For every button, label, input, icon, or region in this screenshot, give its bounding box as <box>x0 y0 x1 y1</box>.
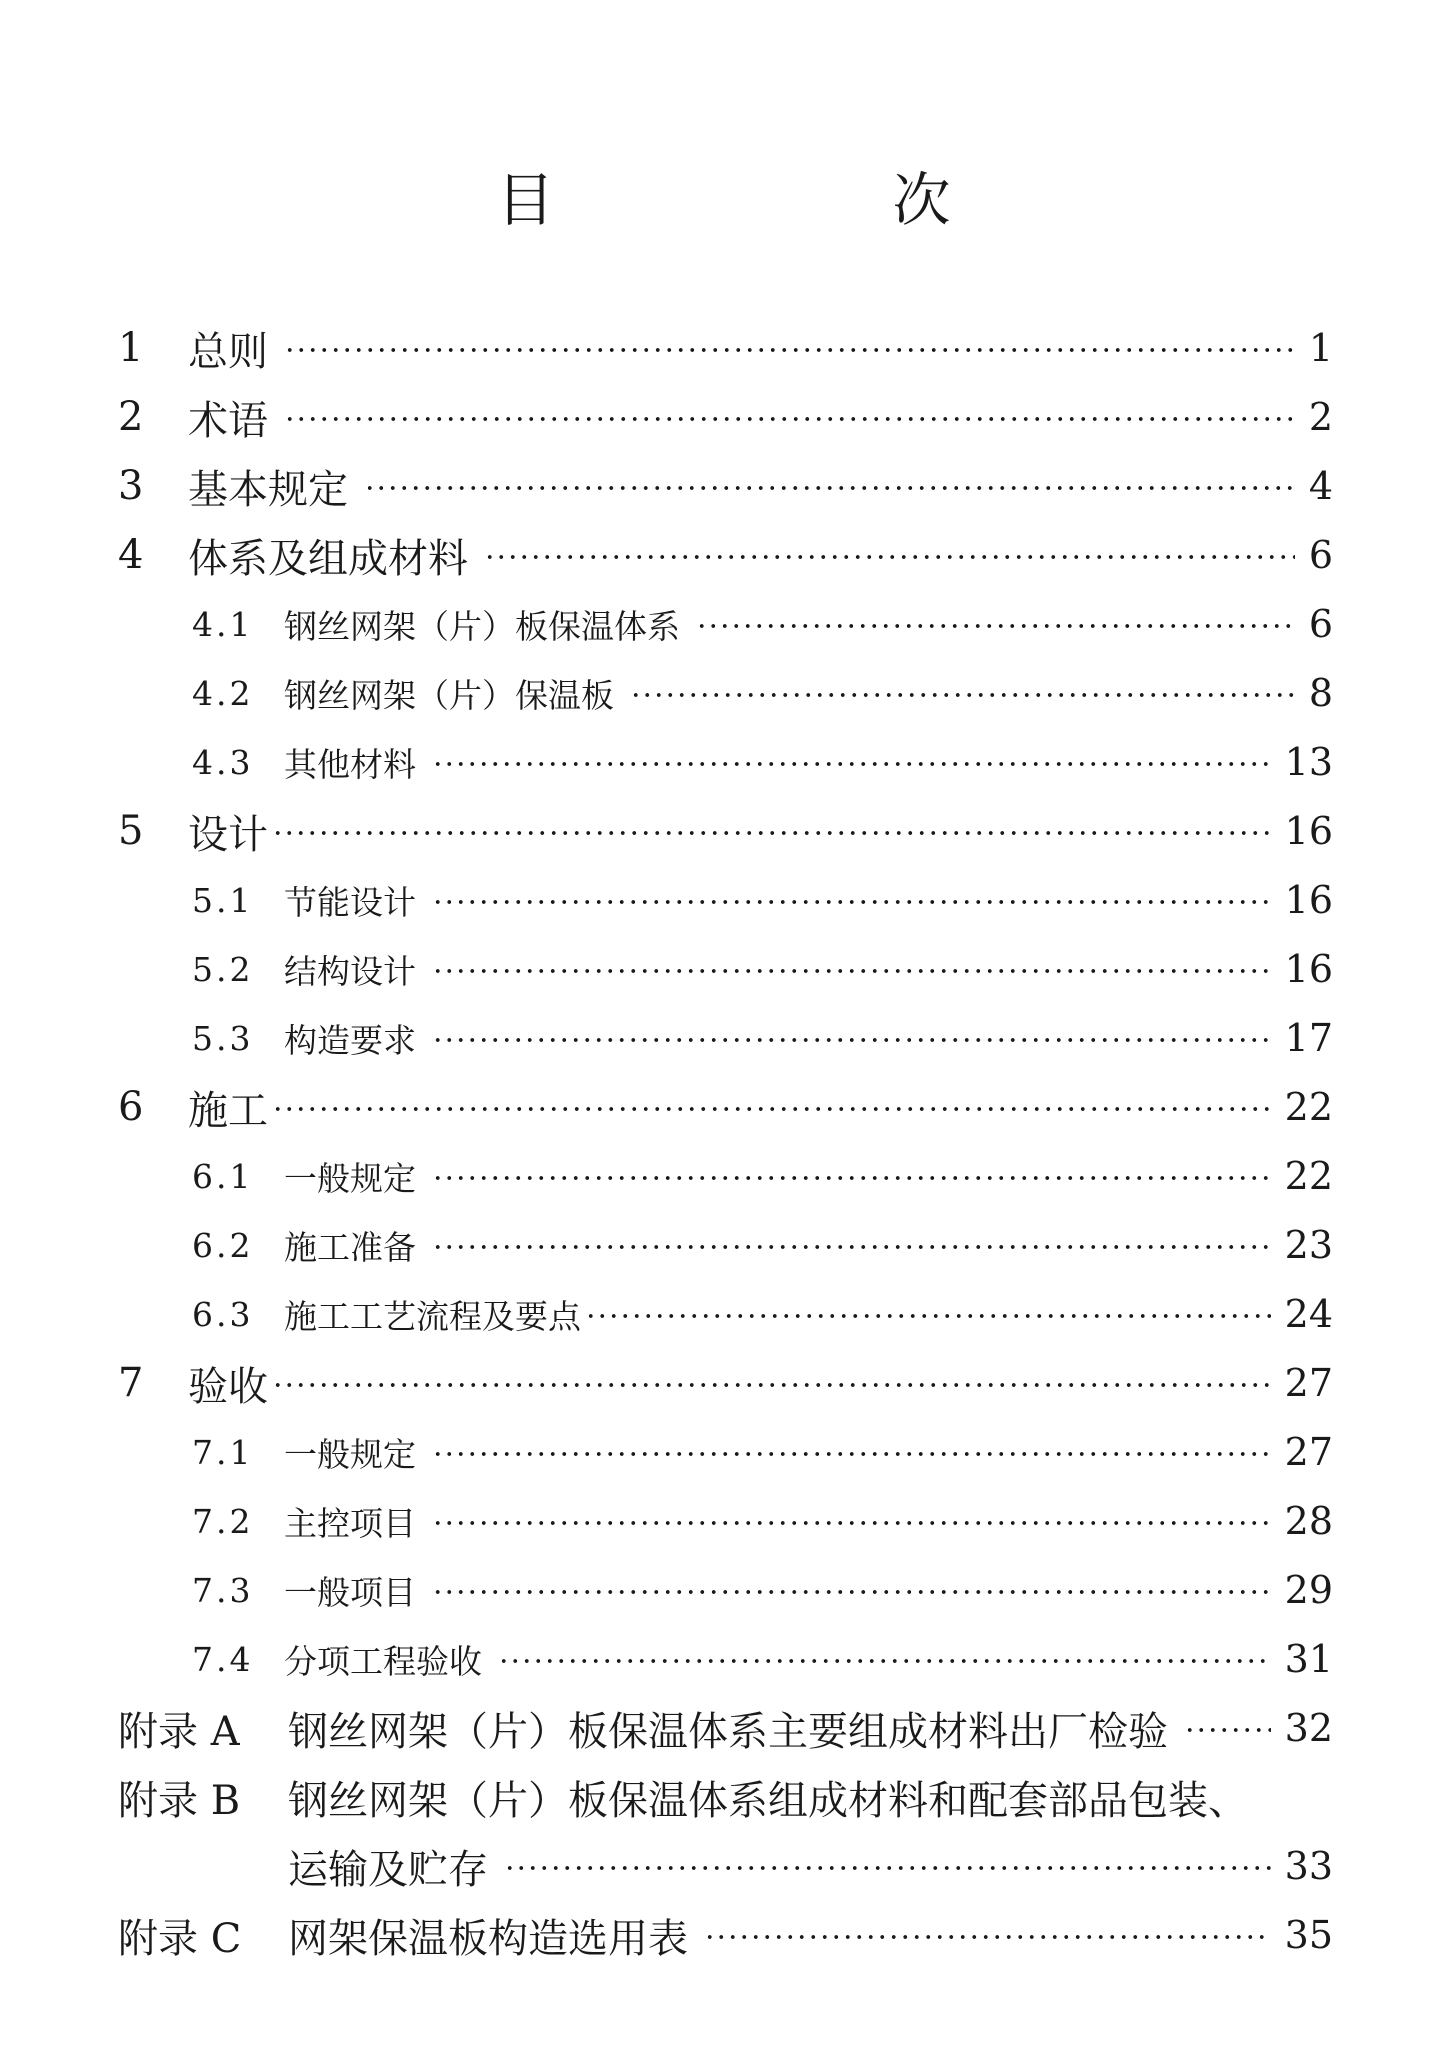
toc-section-7-1[interactable] <box>192 1424 1333 1480</box>
chapter-number: 7 <box>118 1360 144 1406</box>
toc-section-7-2[interactable] <box>192 1493 1333 1549</box>
chapter-number: 6 <box>118 1084 144 1130</box>
appendix-title: 钢丝网架（片）板保温体系组成材料和配套部品包装、 <box>288 1777 1248 1824</box>
page-number: 23 <box>1284 1223 1333 1267</box>
chapter-number: 5 <box>118 808 144 854</box>
section-title: 构造要求 <box>284 1020 416 1060</box>
toc-appendix-b[interactable] <box>118 1769 1333 1825</box>
appendix-number: 附录 A <box>118 1708 240 1755</box>
dot-leader <box>704 1934 1271 1940</box>
page-number: 22 <box>1284 1085 1333 1129</box>
page-number: 27 <box>1284 1361 1333 1405</box>
section-number: 5.3 <box>192 1018 254 1058</box>
section-title: 分项工程验收 <box>284 1641 482 1681</box>
dot-leader <box>432 1589 1271 1595</box>
appendix-title: 网架保温板构造选用表 <box>288 1915 688 1962</box>
page-number: 16 <box>1284 947 1333 991</box>
toc-chapter-7[interactable] <box>118 1355 1333 1411</box>
page-number: 13 <box>1284 740 1333 784</box>
chapter-number: 4 <box>118 532 144 578</box>
toc-section-6-3[interactable] <box>192 1286 1333 1342</box>
chapter-title: 体系及组成材料 <box>188 535 468 582</box>
toc-chapter-5[interactable] <box>118 803 1333 859</box>
dot-leader <box>498 1658 1271 1664</box>
page-number: 4 <box>1308 464 1333 508</box>
section-title: 施工工艺流程及要点 <box>284 1296 581 1336</box>
toc-section-4-3[interactable] <box>192 734 1333 790</box>
section-title: 一般规定 <box>284 1434 416 1474</box>
page-number: 16 <box>1284 878 1333 922</box>
section-number: 5.2 <box>192 949 254 989</box>
toc-section-5-2[interactable] <box>192 941 1333 997</box>
section-title: 节能设计 <box>284 882 416 922</box>
page-number: 28 <box>1284 1499 1333 1543</box>
dot-leader <box>432 1244 1271 1250</box>
dot-leader <box>484 554 1295 560</box>
toc-section-6-2[interactable] <box>192 1217 1333 1273</box>
dot-leader <box>432 968 1271 974</box>
page-number: 1 <box>1308 326 1333 370</box>
page-number: 6 <box>1308 602 1333 646</box>
chapter-title: 总则 <box>188 328 268 375</box>
page-number: 35 <box>1284 1913 1333 1957</box>
dot-leader <box>284 347 1295 353</box>
section-number: 6.1 <box>192 1156 254 1196</box>
page-number: 29 <box>1284 1568 1333 1612</box>
chapter-title: 验收 <box>188 1363 268 1410</box>
appendix-title-continued: 运输及贮存 <box>288 1846 488 1893</box>
dot-leader <box>432 1037 1271 1043</box>
dot-leader <box>284 416 1295 422</box>
dot-leader <box>504 1865 1271 1871</box>
appendix-number: 附录 C <box>118 1915 242 1962</box>
dot-leader <box>432 761 1271 767</box>
toc-chapter-2[interactable] <box>118 389 1333 445</box>
page-number: 2 <box>1308 395 1333 439</box>
dot-leader <box>432 1451 1271 1457</box>
page-title: 目 次 <box>496 166 1091 234</box>
toc-section-5-3[interactable] <box>192 1010 1333 1066</box>
section-number: 4.2 <box>192 673 254 713</box>
chapter-number: 2 <box>118 394 144 440</box>
toc-appendix-a[interactable] <box>118 1700 1333 1756</box>
toc-appendix-b-continued[interactable] <box>288 1838 1333 1894</box>
dot-leader <box>272 1106 1271 1112</box>
dot-leader <box>1184 1727 1271 1733</box>
toc-chapter-4[interactable] <box>118 527 1333 583</box>
page-number: 24 <box>1284 1292 1333 1336</box>
section-title: 钢丝网架（片）保温板 <box>284 675 614 715</box>
section-number: 5.1 <box>192 880 254 920</box>
chapter-title: 基本规定 <box>188 466 348 513</box>
toc-section-6-1[interactable] <box>192 1148 1333 1204</box>
appendix-number: 附录 B <box>118 1777 241 1824</box>
page-number: 8 <box>1308 671 1333 715</box>
chapter-number: 1 <box>118 325 144 371</box>
section-title: 一般规定 <box>284 1158 416 1198</box>
chapter-title: 施工 <box>188 1087 268 1134</box>
section-number: 6.3 <box>192 1294 254 1334</box>
page-number: 27 <box>1284 1430 1333 1474</box>
toc-section-7-4[interactable] <box>192 1631 1333 1687</box>
dot-leader <box>585 1313 1271 1319</box>
toc-chapter-3[interactable] <box>118 458 1333 514</box>
section-title: 结构设计 <box>284 951 416 991</box>
appendix-title: 钢丝网架（片）板保温体系主要组成材料出厂检验 <box>288 1708 1168 1755</box>
toc-appendix-c[interactable] <box>118 1907 1333 1963</box>
page-number: 33 <box>1284 1844 1333 1888</box>
page-number: 32 <box>1284 1706 1333 1750</box>
section-title: 钢丝网架（片）板保温体系 <box>284 606 680 646</box>
section-title: 主控项目 <box>284 1503 416 1543</box>
page-number: 6 <box>1308 533 1333 577</box>
section-title: 施工准备 <box>284 1227 416 1267</box>
toc-section-4-1[interactable] <box>192 596 1333 652</box>
page-number: 16 <box>1284 809 1333 853</box>
page-number: 17 <box>1284 1016 1333 1060</box>
dot-leader <box>432 899 1271 905</box>
section-number: 7.2 <box>192 1501 254 1541</box>
dot-leader <box>696 623 1295 629</box>
chapter-title: 术语 <box>188 397 268 444</box>
dot-leader <box>364 485 1295 491</box>
toc-section-5-1[interactable] <box>192 872 1333 928</box>
dot-leader <box>272 830 1271 836</box>
toc-section-4-2[interactable] <box>192 665 1333 721</box>
toc-chapter-1[interactable] <box>118 320 1333 376</box>
section-number: 7.3 <box>192 1570 254 1610</box>
dot-leader <box>432 1175 1271 1181</box>
section-number: 6.2 <box>192 1225 254 1265</box>
section-number: 7.1 <box>192 1432 254 1472</box>
chapter-title: 设计 <box>188 811 268 858</box>
toc-section-7-3[interactable] <box>192 1562 1333 1618</box>
toc-chapter-6[interactable] <box>118 1079 1333 1135</box>
chapter-number: 3 <box>118 463 144 509</box>
page-number: 22 <box>1284 1154 1333 1198</box>
dot-leader <box>272 1382 1271 1388</box>
section-number: 4.1 <box>192 604 254 644</box>
page-number: 31 <box>1284 1637 1333 1681</box>
dot-leader <box>432 1520 1271 1526</box>
section-number: 4.3 <box>192 742 254 782</box>
section-number: 7.4 <box>192 1639 254 1679</box>
section-title: 其他材料 <box>284 744 416 784</box>
dot-leader <box>630 692 1295 698</box>
section-title: 一般项目 <box>284 1572 416 1612</box>
